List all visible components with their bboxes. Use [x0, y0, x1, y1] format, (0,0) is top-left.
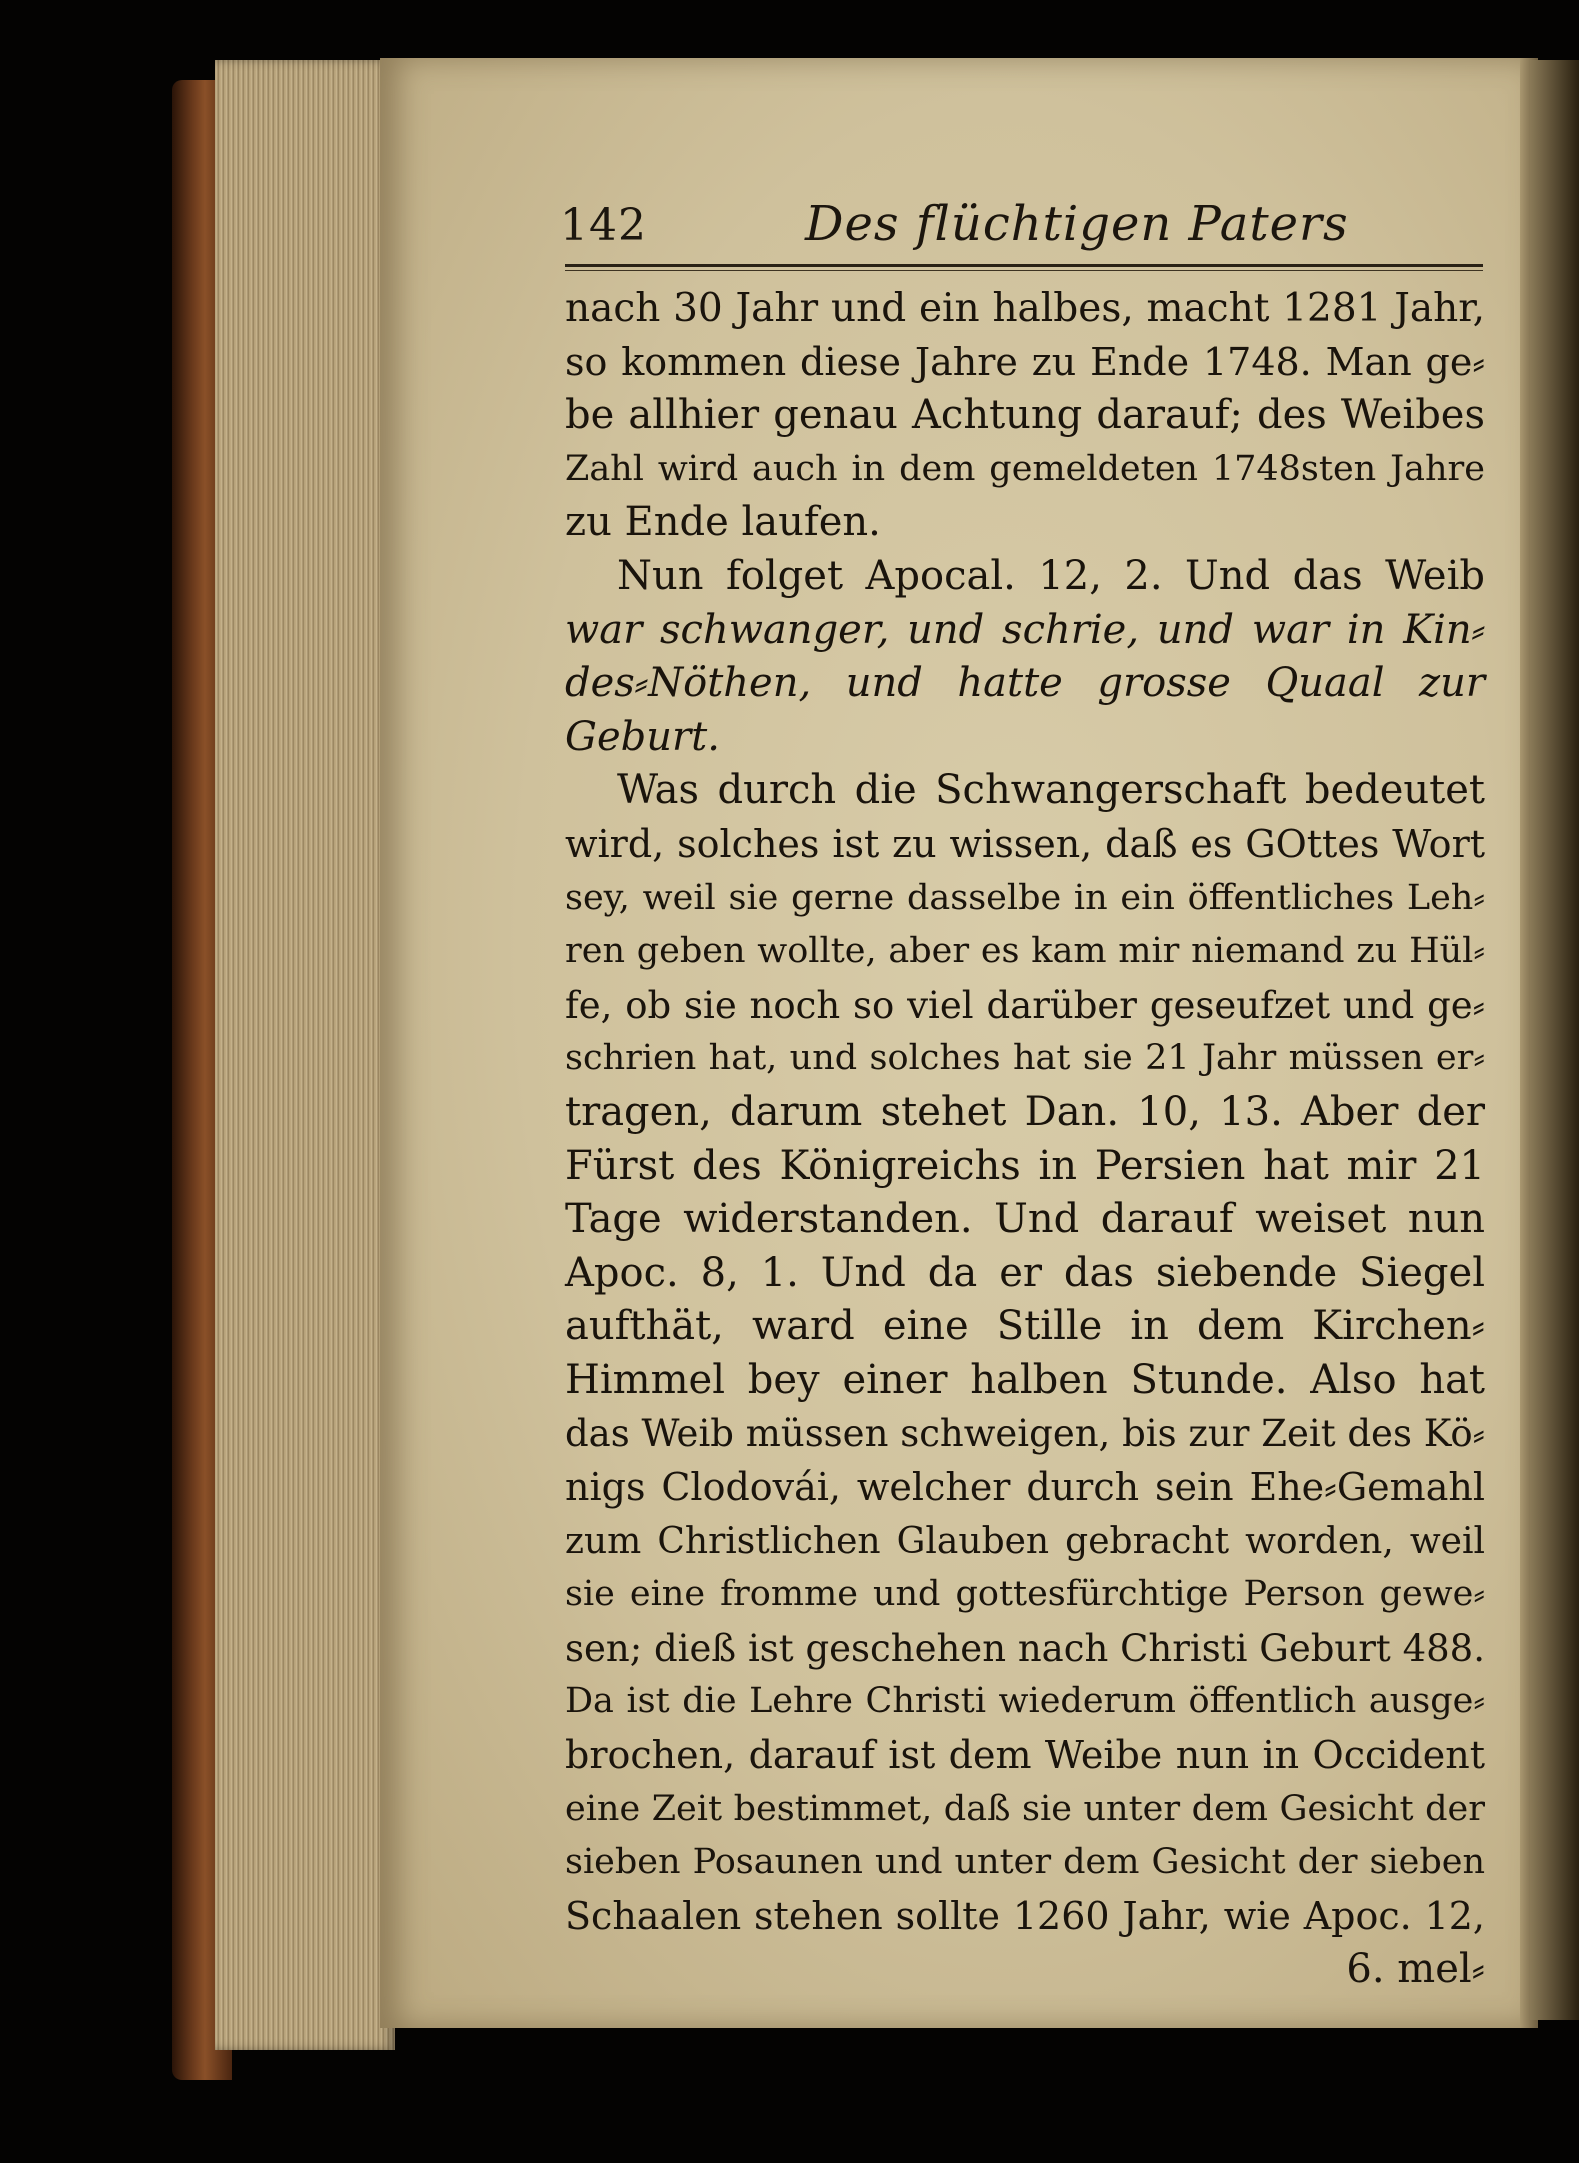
- header-rule: [565, 264, 1483, 267]
- running-title: Des flüchtigen Paters: [805, 196, 1349, 252]
- text-line: wird, solches ist zu wissen, daß es GOttes Wort: [565, 821, 1485, 866]
- text-line: das Weib müssen schweigen, bis zur Zeit des Kö⸗: [565, 1412, 1485, 1456]
- text-line: ren geben wollte, aber es kam mir niemand zu Hül⸗: [565, 931, 1485, 972]
- text-line: Was durch die Schwangerschaft bedeutet: [617, 767, 1485, 814]
- text-line: Schaalen stehen sollte 1260 Jahr, wie Apoc. 12,: [565, 1893, 1485, 1938]
- page-header: [560, 190, 1485, 260]
- text-line: tragen, darum stehet Dan. 10, 13. Aber der: [565, 1088, 1485, 1135]
- text-line: war schwanger, und schrie, und war in Kin⸗: [565, 606, 1485, 653]
- text-line: Geburt.: [565, 713, 720, 760]
- text-line: sey, weil sie gerne dasselbe in ein öffentliches Leh⸗: [565, 877, 1485, 918]
- text-line: Himmel bey einer halben Stunde. Also hat: [565, 1356, 1485, 1403]
- text-line: zum Christlichen Glauben gebracht worden, weil: [565, 1520, 1485, 1562]
- facing-page-edge: [1530, 60, 1579, 2020]
- text-line: Fürst des Königreichs in Persien hat mir 21: [565, 1142, 1485, 1189]
- text-line: aufthät, ward eine Stille in dem Kirchen⸗: [565, 1303, 1485, 1350]
- text-line: Zahl wird auch in dem gemeldeten 1748sten Jahre: [565, 448, 1485, 489]
- text-line: brochen, darauf ist dem Weibe nun in Occident: [565, 1733, 1485, 1778]
- text-line: be allhier genau Achtung darauf; des Weibes: [565, 392, 1485, 439]
- text-line: so kommen diese Jahre zu Ende 1748. Man ge⸗: [565, 339, 1485, 384]
- text-line: nigs Clodovái, welcher durch sein Ehe⸗Gemahl: [565, 1465, 1485, 1510]
- text-line: sie eine fromme und gottesfürchtige Person gewe⸗: [565, 1574, 1485, 1615]
- text-line: zu Ende laufen.: [565, 499, 881, 546]
- page-stack-edges: [215, 60, 395, 2050]
- text-line: Tage widerstanden. Und darauf weiset nun: [565, 1196, 1485, 1243]
- text-line: sen; dieß ist geschehen nach Christi Geburt 488.: [565, 1626, 1485, 1670]
- text-line: schrien hat, und solches hat sie 21 Jahr müssen er⸗: [565, 1038, 1485, 1079]
- body-text: [565, 282, 1485, 1997]
- catchword-line: 6. mel⸗: [1346, 1946, 1485, 1993]
- text-line: eine Zeit bestimmet, daß sie unter dem Gesicht der: [565, 1788, 1485, 1829]
- text-line: des⸗Nöthen, und hatte grosse Quaal zur: [565, 660, 1485, 707]
- text-line: sieben Posaunen und unter dem Gesicht der sieben: [565, 1842, 1485, 1883]
- page-number: 142: [560, 200, 647, 251]
- text-line: Apoc. 8, 1. Und da er das siebende Siegel: [565, 1249, 1485, 1296]
- text-line: Da ist die Lehre Christi wiederum öffentlich ausge⸗: [565, 1681, 1485, 1722]
- text-line: Nun folget Apocal. 12, 2. Und das Weib: [617, 552, 1485, 599]
- text-line: nach 30 Jahr und ein halbes, macht 1281 Jahr,: [565, 286, 1485, 331]
- text-line: fe, ob sie noch so viel darüber geseufzet und ge⸗: [565, 983, 1485, 1027]
